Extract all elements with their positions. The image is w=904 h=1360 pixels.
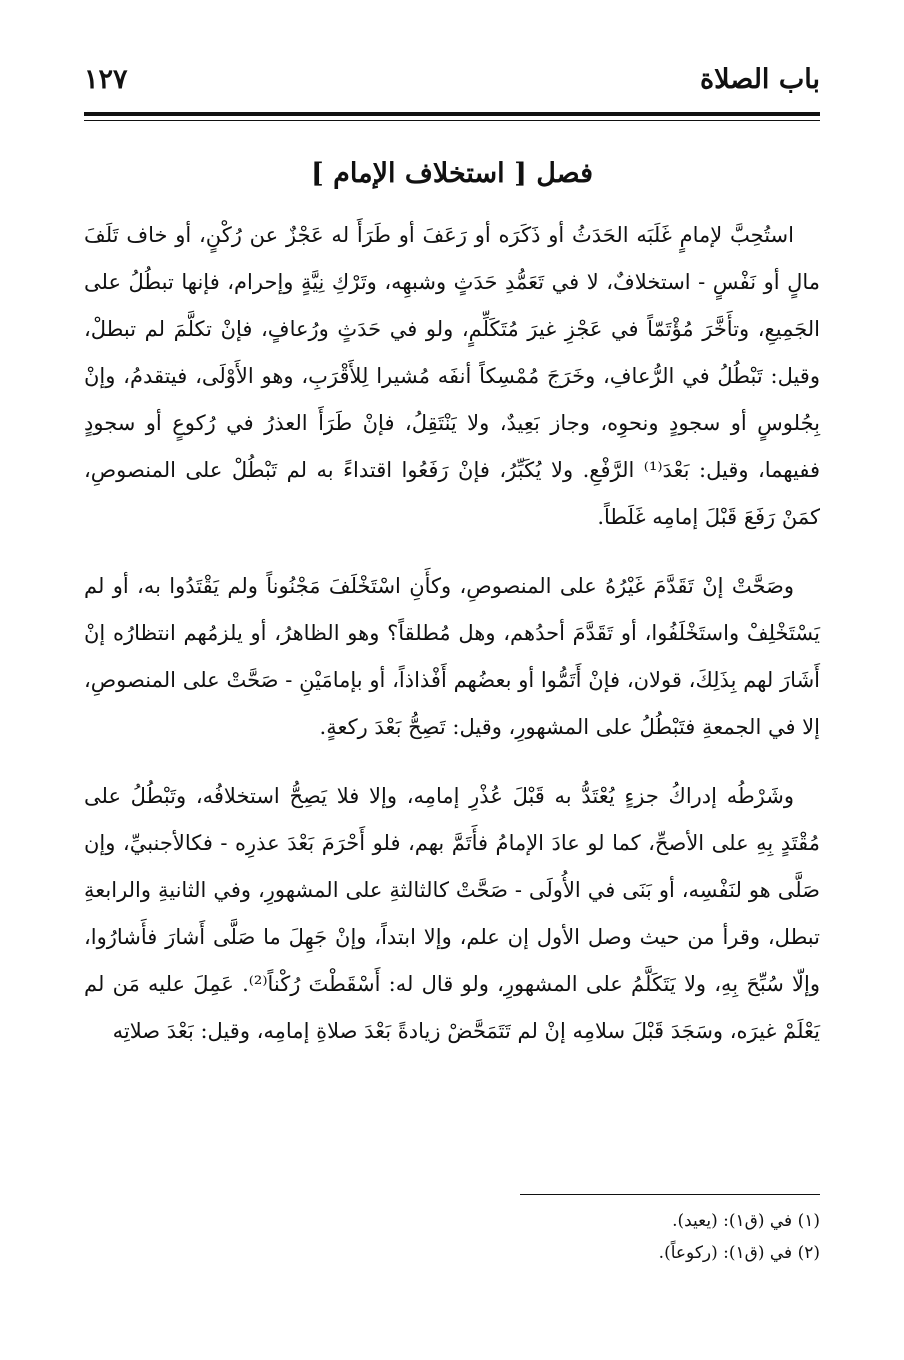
header-rule-thin — [84, 120, 820, 121]
footnote-1: (١) في (ق١): (يعيد). — [672, 1211, 820, 1231]
header-rule-thick — [84, 112, 820, 116]
main-text — [84, 212, 820, 1077]
paragraph-3: وشَرْطُه إدراكُ جزءٍ يُعْتَدُّ به قَبْلَ عُذْرِ إمامِه، وإلا فلا يَصِحُّ استخلافُه، وتَبْطُلُ على مُقْتَدٍ بِهِ على الأصحِّ، كما لو عادَ الإمامُ فأَتَمَّ بهم، فلو أَحْرَمَ بَعْدَ عذرِه - فكالأجنبيِّ، وإن صَلَّى هو لنَفْسِه، أو بَنَى في الأُولَى - صَحَّتْ كالثالثةِ على المشهورِ، وفي الثانيةِ والرابعةِ تبطل، وقرأ من حيث وصل الأول إن علم، وإلا ابتداً، وإنْ جَهِلَ ما صَلَّى أَشارَ فأَشارُوا، وإلّا سُبِّحَ بِهِ، ولا يَتَكَلَّمُ على المشهورِ، ولو قال له: أَسْقَطْتَ رُكْناً⁽²⁾. عَمِلَ عليه مَن لم يَعْلَمْ غيرَه، وسَجَدَ قَبْلَ سلامِه إنْ لم تَتَمَحَّضْ زيادةً بَعْدَ صلاةِ إمامِه، وقيل: بَعْدَ صلاتِه — [84, 784, 820, 1043]
section-heading: فصل [ استخلاف الإمام ] — [310, 158, 594, 189]
page-number: ١٢٧ — [84, 64, 128, 95]
footnotes — [84, 1205, 820, 1269]
footnote-2: (٢) في (ق١): (ركوعاً). — [658, 1243, 820, 1263]
chapter-title: باب الصلاة — [700, 64, 820, 95]
footnote-separator — [520, 1194, 820, 1195]
paragraph-1: استُحِبَّ لإمامٍ غَلَبَه الحَدَثُ أو ذَكَرَه أو رَعَفَ أو طَرَأَ له عَجْزٌ عن رُكْنٍ، أو خاف تَلَفَ مالٍ أو نَفْسٍ - استخلافٌ، لا في تَعَمُّدِ حَدَثٍ وشبهِه، وتَرْكِ نِيَّةٍ وإحرام، فإنها تبطُلُ على الجَمِيعِ، وتأَخَّرَ مُؤْتَمّاً في عَجْزِ غيرَ مُتَكَلِّمٍ، ولو في حَدَثٍ ورُعافٍ، فإنْ تكلَّمَ لم تبطلْ، وقيل: تَبْطُلُ في الرُّعافِ، وخَرَجَ مُمْسِكاً أنفَه مُشيرا لِلأَقْرَبِ، وهو الأَوْلَى، فيتقدمُ، وإنْ بِجُلوسٍ أو سجودٍ ونحوِه، وجاز بَعِيدٌ، ولا يَنْتَقِلُ، فإنْ طَرَأَ العذرُ في رُكوعٍ أو سجودٍ ففيهما، وقيل: بَعْدَ⁽¹⁾ الرَّفْعِ. ولا يُكَبِّرُ، فإنْ رَفَعُوا اقتداءً به لم تَبْطُلْ على المنصوصِ، كمَنْ رَفَعَ قَبْلَ إمامِه غَلَطاً. — [84, 223, 820, 529]
running-header — [84, 60, 820, 100]
paragraph-2: وصَحَّتْ إنْ تَقَدَّمَ غَيْرُهُ على المنصوصِ، وكأَنِ اسْتَخْلَفَ مَجْنُوناً ولم يَقْتَدُوا به، أو لم يَسْتَخْلِفْ واستَخْلَفُوا، أو تَقَدَّمَ أحدُهم، وهل مُطلقاً؟ وهو الظاهرُ، أو يلزمُهم انتظارُه إنْ أَشَارَ لهم بِذَلِكَ، قولان، فإنْ أَتَمُّوا أو بعضُهم أَفْذاذاً، أو بإمامَيْنِ - صَحَّتْ على المنصوصِ، إلا في الجمعةِ فتَبْطُلُ على المشهورِ، وقيل: تَصِحُّ بَعْدَ ركعةٍ. — [84, 574, 820, 739]
